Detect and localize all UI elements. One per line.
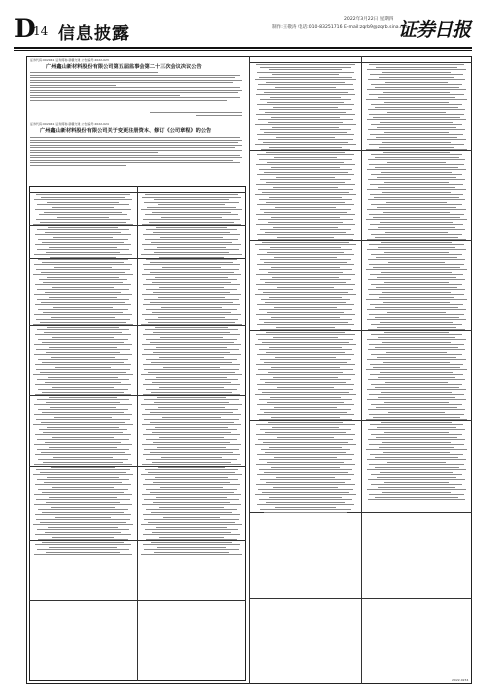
footer-code: 2022-0234 — [452, 678, 469, 682]
masthead-rule-thin — [14, 50, 472, 51]
masthead-rule — [14, 47, 472, 49]
editor-line: 制作:王敬涛 电话:010-83251716 E-mail:zqrb9@zqrb.sina.net — [272, 25, 408, 30]
table-row-rule — [250, 62, 472, 63]
amendment-table-divider — [137, 186, 138, 681]
table-cell-left — [31, 194, 135, 680]
table-cell-right — [139, 194, 244, 680]
page-letter: D — [14, 14, 36, 43]
date-line: 2022年3月22日 星期四 — [344, 17, 394, 22]
page-number: 14 — [33, 24, 49, 38]
section-name: 信息披露 — [58, 24, 130, 44]
right-table-cell-right — [364, 64, 469, 676]
newspaper-logo: 证券日报 — [397, 19, 470, 41]
notice-2-intro — [30, 137, 244, 185]
table-row-rule — [29, 192, 246, 193]
notice-1-signature — [150, 112, 242, 120]
notice-1-body — [30, 72, 244, 116]
notice-1-code-line: 证券代码:002941 证券简称:新疆交建 公告编号:2022-023 — [30, 58, 109, 62]
masthead — [14, 15, 472, 47]
notice-2-code-line: 证券代码:002941 证券简称:新疆交建 公告编号:2022-024 — [30, 122, 109, 126]
right-table-cell-left — [253, 64, 358, 676]
notice-2-title: 广州鑫山新材料股份有限公司关于变更注册资本、修订《公司章程》的公告 — [40, 128, 212, 134]
notice-1-title: 广州鑫山新材料股份有限公司第五届监事会第二十三次会议决议公告 — [46, 64, 202, 70]
